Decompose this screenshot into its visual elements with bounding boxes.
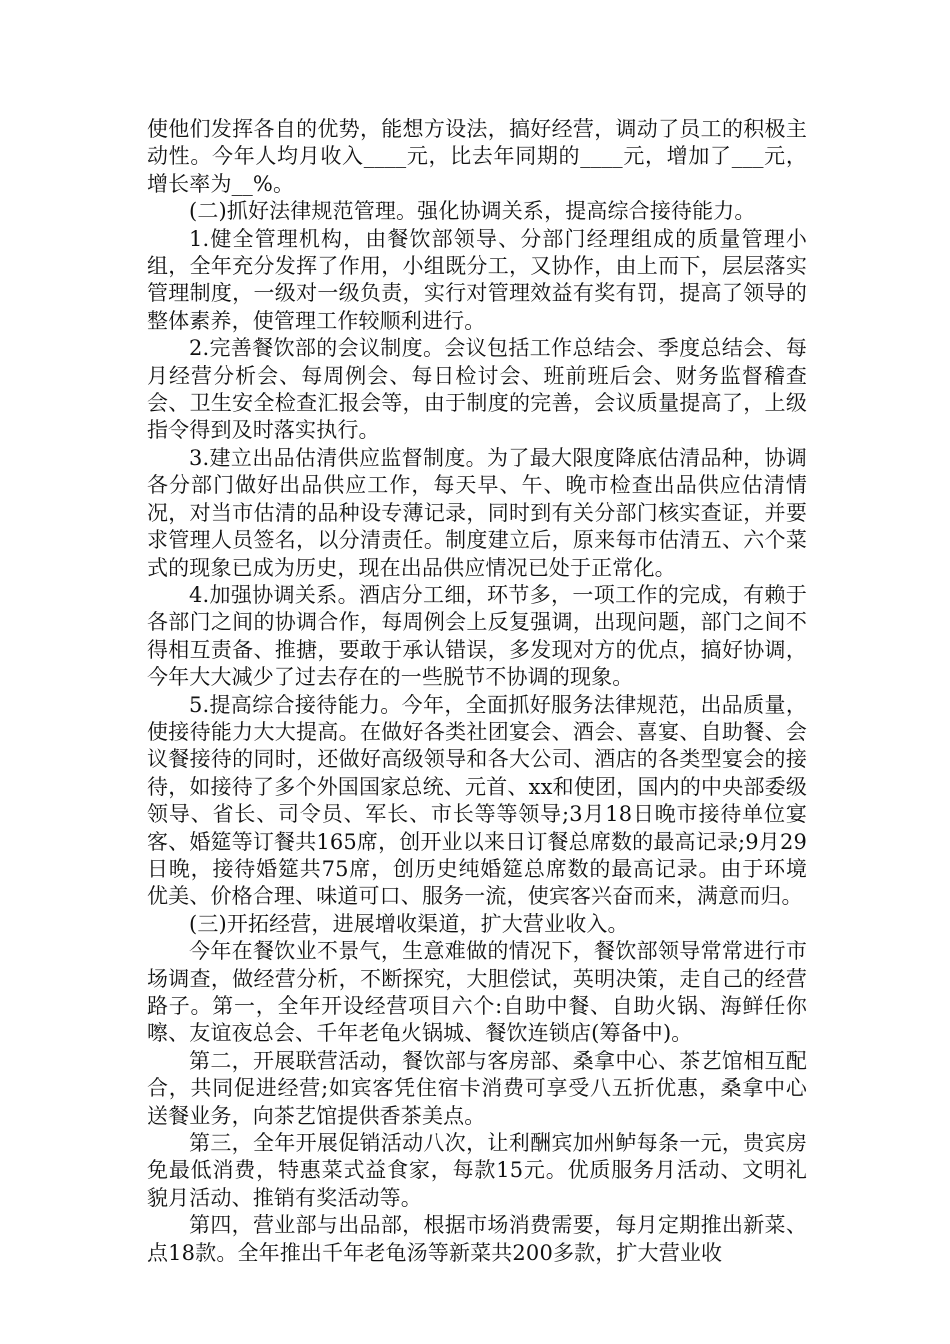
document-page [147, 116, 807, 1267]
paragraph-continuation: 使他们发挥各自的优势，能想方设法，搞好经营，调动了员工的积极主动性。今年人均月收入____元，比去年同期的____元，增加了___元，增长率为__%。 [147, 117, 807, 196]
paragraph-item-3: 3.建立出品估清供应监督制度。为了最大限度降底估清品种，协调各分部门做好出品供应工作，每天早、午、晚市检查出品供应估清情况，对当市估清的品种设专薄记录，同时到有关分部门核实查证，并要求管理人员签名，以分清责任。制度建立后，原来每市估清五、六个菜式的现象已成为历史，现在出品供应情况已处于正常化。 [147, 445, 807, 580]
paragraph-item-4: 4.加强协调关系。酒店分工细，环节多，一项工作的完成，有赖于各部门之间的协调合作，每周例会上反复强调，出现问题，部门之间不得相互责备、推搪，要敢于承认错误，多发现对方的优点，搞好协调，今年大大减少了过去存在的一些脱节不协调的现象。 [147, 582, 807, 690]
paragraph-first: 今年在餐饮业不景气，生意难做的情况下，餐饮部领导常常进行市场调查，做经营分析，不断探究，大胆偿试，英明决策，走自己的经营路子。第一，全年开设经营项目六个:自助中餐、自助火锅、海鲜任你嚓、友谊夜总会、千年老龟火锅城、餐饮连锁店(筹备中)。 [147, 939, 807, 1046]
paragraph-item-5: 5.提高综合接待能力。今年，全面抓好服务法律规范，出品质量，使接待能力大大提高。在做好各类社团宴会、酒会、喜宴、自助餐、会议餐接待的同时，还做好高级领导和各大公司、酒店的各类型宴会的接待，如接待了多个外国国家总统、元首、xx和使团，国内的中央部委级领导、省长、司令员、军长、市长等等领导;3月18日晚市接待单位宴客、婚筵等订餐共165席，创开业以来日订餐总席数的最高记录;9月29日晚，接待婚筵共75席，创历史纯婚筵总席数的最高记录。由于环境优美、价格合理、味道可口、服务一流，使宾客兴奋而来，满意而归。 [147, 692, 807, 909]
paragraph-third: 第三，全年开展促销活动八次，让利酬宾加州鲈每条一元，贵宾房免最低消费，特惠菜式益食家，每款15元。优质服务月活动、文明礼貌月活动、推销有奖活动等。 [147, 1131, 807, 1210]
section-heading-three: (三)开拓经营，进展增收渠道，扩大营业收入。 [189, 911, 629, 936]
paragraph-item-1: 1.健全管理机构，由餐饮部领导、分部门经理组成的质量管理小组，全年充分发挥了作用，小组既分工，又协作，由上而下，层层落实管理制度，一级对一级负责，实行对管理效益有奖有罚，提高了领导的整体素养，使管理工作较顺利进行。 [147, 226, 807, 333]
paragraph-second: 第二，开展联营活动，餐饮部与客房部、桑拿中心、茶艺馆相互配合，共同促进经营;如宾客凭住宿卡消费可享受八五折优惠，桑拿中心送餐业务，向茶艺馆提供香茶美点。 [147, 1048, 807, 1128]
section-heading-two: (二)抓好法律规范管理。强化协调关系，提高综合接待能力。 [189, 199, 756, 224]
paragraph-item-2: 2.完善餐饮部的会议制度。会议包括工作总结会、季度总结会、每月经营分析会、每周例会、每日检讨会、班前班后会、财务监督稽查会、卫生安全检查汇报会等，由于制度的完善，会议质量提高了，上级指令得到及时落实执行。 [147, 336, 807, 443]
paragraph-fourth: 第四，营业部与出品部，根据市场消费需要，每月定期推出新菜、点18款。全年推出千年老龟汤等新菜共200多款，扩大营业收 [147, 1213, 807, 1265]
